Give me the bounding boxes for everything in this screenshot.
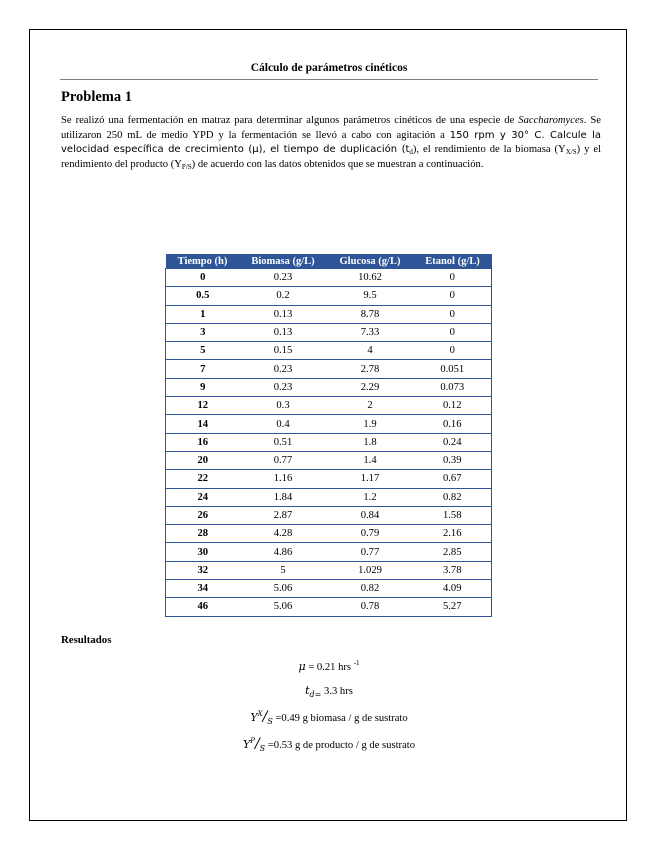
biomass-cell: 4.86: [240, 543, 327, 561]
fraction-slash: /: [254, 736, 260, 752]
glucose-cell: 1.8: [327, 433, 414, 451]
table-row: [166, 525, 492, 543]
glucose-cell: 10.62: [327, 269, 414, 287]
table-row: [166, 451, 492, 469]
time-cell: 7: [166, 360, 240, 378]
biomass-cell: 0.13: [240, 323, 327, 341]
time-cell: 14: [166, 415, 240, 433]
yxs-equals: =: [272, 713, 282, 724]
ethanol-cell: 0: [414, 342, 492, 360]
subscript: X/S: [565, 148, 577, 157]
biomass-cell: 2.87: [240, 506, 327, 524]
result-mu: [60, 659, 598, 673]
time-cell: 46: [166, 598, 240, 616]
glucose-cell: 0.84: [327, 506, 414, 524]
glucose-cell: 7.33: [327, 323, 414, 341]
table-row: [166, 305, 492, 323]
ethanol-cell: 0.24: [414, 433, 492, 451]
table-header-row: [166, 254, 492, 269]
ethanol-cell: 0: [414, 287, 492, 305]
yps-equals: =: [265, 740, 274, 751]
table-row: [166, 378, 492, 396]
td-subscript: d=: [309, 690, 322, 699]
yps-sub: S: [259, 744, 266, 753]
time-cell: 0.5: [166, 287, 240, 305]
biomass-cell: 1.16: [240, 470, 327, 488]
glucose-cell: 9.5: [327, 287, 414, 305]
glucose-cell: 2.78: [327, 360, 414, 378]
time-cell: 26: [166, 506, 240, 524]
time-cell: 32: [166, 561, 240, 579]
statement-part: . Se utilizaron 250 mL de medio YPD y la fermentación se llevó a cabo con agitación a: [61, 115, 601, 141]
yxs-sup: X: [257, 710, 263, 718]
biomass-cell: 0.3: [240, 397, 327, 415]
organism-name: Saccharomyces: [518, 115, 584, 126]
table-row: [166, 323, 492, 341]
ethanol-cell: 0: [414, 305, 492, 323]
table-row: [166, 415, 492, 433]
biomass-cell: 0.23: [240, 269, 327, 287]
glucose-cell: 1.2: [327, 488, 414, 506]
biomass-cell: 4.28: [240, 525, 327, 543]
table-row: [166, 269, 492, 287]
ethanol-cell: 0.051: [414, 360, 492, 378]
ethanol-cell: 4.09: [414, 580, 492, 598]
time-cell: 5: [166, 342, 240, 360]
fraction-slash: /: [262, 709, 268, 725]
glucose-cell: 2.29: [327, 378, 414, 396]
biomass-cell: 1.84: [240, 488, 327, 506]
statement-part: ) y el rendimiento del producto (Y: [61, 144, 601, 170]
yps-value: 0.53 g de producto / g de sustrato: [273, 740, 416, 751]
glucose-cell: 0.77: [327, 543, 414, 561]
time-cell: 34: [166, 580, 240, 598]
problem-heading: Problema 1: [61, 89, 133, 105]
glucose-cell: 0.79: [327, 525, 414, 543]
kinetics-data-table: [165, 254, 492, 617]
time-cell: 28: [166, 525, 240, 543]
table-row: [166, 360, 492, 378]
ethanol-cell: 0.39: [414, 451, 492, 469]
glucose-cell: 1.9: [327, 415, 414, 433]
ethanol-cell: 0.82: [414, 488, 492, 506]
ethanol-cell: 1.58: [414, 506, 492, 524]
yps-sup: P: [250, 737, 255, 745]
time-cell: 30: [166, 543, 240, 561]
ethanol-cell: 0.16: [414, 415, 492, 433]
glucose-cell: 1.4: [327, 451, 414, 469]
problem-statement: [61, 114, 601, 172]
table-row: [166, 470, 492, 488]
document-title: Cálculo de parámetros cinéticos: [250, 62, 408, 74]
ethanol-cell: 0: [414, 323, 492, 341]
subscript: d: [409, 148, 413, 157]
glucose-cell: 2: [327, 397, 414, 415]
time-cell: 16: [166, 433, 240, 451]
ethanol-cell: 3.78: [414, 561, 492, 579]
yxs-value: 0.49 g biomasa / g de sustrato: [281, 713, 408, 724]
ethanol-cell: 0.073: [414, 378, 492, 396]
column-header-glucose: Glucosa (g/L): [327, 254, 414, 269]
glucose-cell: 4: [327, 342, 414, 360]
mu-exponent: -1: [353, 659, 360, 667]
statement-part: ) de acuerdo con las datos obtenidos que se muestran a continuación.: [191, 158, 484, 170]
glucose-cell: 0.82: [327, 580, 414, 598]
time-cell: 0: [166, 269, 240, 287]
table-row: [166, 543, 492, 561]
table-row: [166, 580, 492, 598]
table-row: [166, 488, 492, 506]
mu-equals: =: [305, 662, 317, 673]
table-row: [166, 397, 492, 415]
biomass-cell: 0.23: [240, 360, 327, 378]
table-row: [166, 342, 492, 360]
table-body: [166, 269, 492, 617]
table-row: [166, 287, 492, 305]
column-header-ethanol: Etanol (g/L): [414, 254, 492, 269]
time-cell: 1: [166, 305, 240, 323]
yxs-sub: S: [267, 717, 273, 726]
biomass-cell: 0.2: [240, 287, 327, 305]
yxs-symbol: Y: [250, 711, 258, 724]
results-heading: Resultados: [61, 634, 112, 646]
mu-value: 0.21 hrs: [316, 662, 352, 673]
glucose-cell: 8.78: [327, 305, 414, 323]
table-row: [166, 433, 492, 451]
title-divider: [60, 79, 598, 80]
time-cell: 22: [166, 470, 240, 488]
ethanol-cell: 5.27: [414, 598, 492, 616]
statement-part: 150 rpm y 30° C. Calcule la velocidad específica de crecimiento (μ), el tiempo de duplicación (t: [61, 129, 601, 156]
glucose-cell: 1.17: [327, 470, 414, 488]
glucose-cell: 1.029: [327, 561, 414, 579]
time-cell: 3: [166, 323, 240, 341]
biomass-cell: 0.23: [240, 378, 327, 396]
table-row: [166, 506, 492, 524]
biomass-cell: 5.06: [240, 598, 327, 616]
time-cell: 12: [166, 397, 240, 415]
mu-symbol: μ: [298, 660, 306, 673]
ethanol-cell: 2.85: [414, 543, 492, 561]
result-yield-biomass: [60, 709, 598, 726]
biomass-cell: 5: [240, 561, 327, 579]
ethanol-cell: 0.12: [414, 397, 492, 415]
ethanol-cell: 0: [414, 269, 492, 287]
statement-part: ), el rendimiento de la biomasa (Y: [412, 144, 566, 156]
subscript: P/S: [181, 162, 192, 171]
biomass-cell: 0.77: [240, 451, 327, 469]
result-td: [60, 684, 598, 699]
biomass-cell: 5.06: [240, 580, 327, 598]
time-cell: 20: [166, 451, 240, 469]
biomass-cell: 0.4: [240, 415, 327, 433]
table-row: [166, 561, 492, 579]
biomass-cell: 0.13: [240, 305, 327, 323]
td-value: 3.3 hrs: [321, 686, 353, 697]
time-cell: 9: [166, 378, 240, 396]
td-symbol: t: [305, 684, 310, 697]
yps-symbol: Y: [242, 738, 251, 751]
biomass-cell: 0.51: [240, 433, 327, 451]
column-header-time: Tiempo (h): [166, 254, 240, 269]
table-row: [166, 598, 492, 616]
time-cell: 24: [166, 488, 240, 506]
glucose-cell: 0.78: [327, 598, 414, 616]
biomass-cell: 0.15: [240, 342, 327, 360]
ethanol-cell: 0.67: [414, 470, 492, 488]
statement-part: Se realizó una fermentación en matraz para determinar algunos parámetros cinéticos de una especie de: [61, 115, 515, 126]
column-header-biomass: Biomasa (g/L): [240, 254, 327, 269]
result-yield-product: [60, 736, 598, 753]
ethanol-cell: 2.16: [414, 525, 492, 543]
